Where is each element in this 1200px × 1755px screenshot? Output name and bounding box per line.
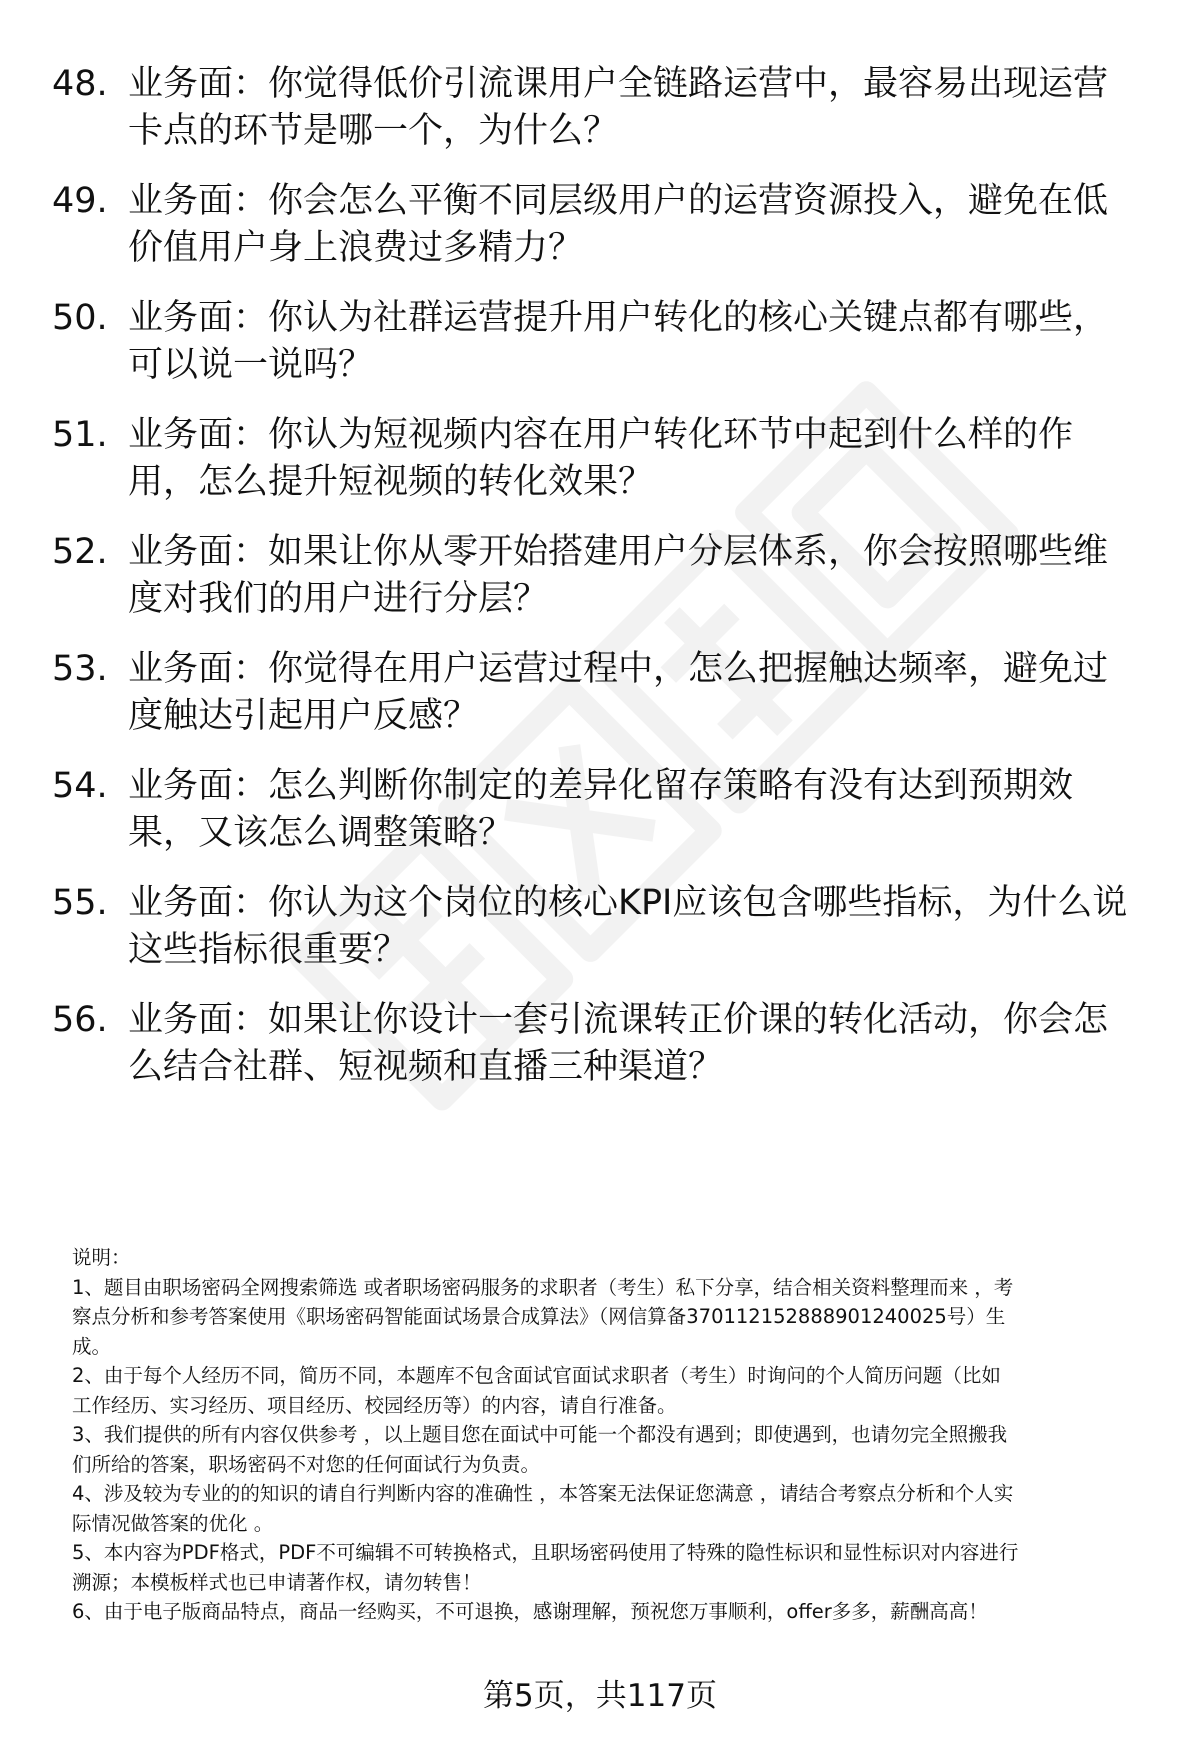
question-number: 48. xyxy=(52,64,108,104)
question-text xyxy=(128,178,1168,272)
question-line: 业务面：你认为这个岗位的核心KPI应该包含哪些指标，为什么说 xyxy=(128,883,1128,923)
question-text xyxy=(128,646,1168,740)
notes-title: 说明： xyxy=(72,1246,131,1269)
question-line: 业务面：如果让你从零开始搭建用户分层体系，你会按照哪些维 xyxy=(128,532,1109,572)
note-line: 1、题目由职场密码全网搜索筛选 或者职场密码服务的求职者（考生）私下分享，结合相关资料整理而来 ，考 xyxy=(72,1275,1014,1299)
question-number: 53. xyxy=(52,649,108,689)
question-number: 50. xyxy=(52,298,108,338)
question-line: 度对我们的用户进行分层？ xyxy=(128,579,549,619)
question-text xyxy=(128,763,1168,857)
question-number: 56. xyxy=(52,1000,108,1040)
question-number: 55. xyxy=(52,883,108,923)
question-line: 这些指标很重要？ xyxy=(128,930,409,970)
note-line: 5、本内容为PDF格式，PDF不可编辑不可转换格式，且职场密码使用了特殊的隐性标识和显性标识对内容进行 xyxy=(72,1541,1019,1564)
question-number: 49. xyxy=(52,181,108,221)
question-line: 可以说一说吗？ xyxy=(128,345,374,385)
question-text xyxy=(128,61,1168,155)
question-text xyxy=(128,997,1168,1091)
question-line: 业务面：你会怎么平衡不同层级用户的运营资源投入，避免在低 xyxy=(128,181,1109,221)
note-line: 察点分析和参考答案使用《职场密码智能面试场景合成算法》（网信算备370112152888901240025号）生 xyxy=(72,1305,1006,1328)
question-line: 业务面：你认为社群运营提升用户转化的核心关键点都有哪些， xyxy=(128,298,1109,338)
note-line: 际情况做答案的优化 。 xyxy=(72,1511,274,1535)
question-number: 52. xyxy=(52,532,108,572)
question-number: 51. xyxy=(52,415,108,455)
note-line: 工作经历、实习经历、项目经历、校园经历等）的内容，请自行准备。 xyxy=(72,1393,677,1417)
note-line: 2、由于每个人经历不同，简历不同，本题库不包含面试官面试求职者（考生）时询问的个人简历问题（比如 xyxy=(72,1364,1001,1387)
question-line: 业务面：你觉得低价引流课用户全链路运营中，最容易出现运营 xyxy=(128,64,1109,104)
question-line: 用，怎么提升短视频的转化效果？ xyxy=(128,462,654,502)
question-text xyxy=(128,295,1168,389)
question-line: 度触达引起用户反感？ xyxy=(128,696,479,736)
question-text xyxy=(128,880,1168,974)
note-line: 4、涉及较为专业的的知识的请自行判断内容的准确性 ，本答案无法保证您满意 ，请结合考察点分析和个人实 xyxy=(72,1482,1014,1505)
note-line: 3、我们提供的所有内容仅供参考 ，以上题目您在面试中可能一个都没有遇到；即使遇到，也请勿完全照搬我 xyxy=(72,1423,1008,1446)
note-line: 们所给的答案，职场密码不对您的任何面试行为负责。 xyxy=(72,1452,541,1476)
notes-section xyxy=(72,1243,1162,1627)
note-line: 溯源；本模板样式也已申请著作权，请勿转售！ xyxy=(72,1570,482,1594)
question-number: 54. xyxy=(52,766,108,806)
note-line: 成。 xyxy=(72,1334,112,1358)
page-number-label: 第5页，共117页 xyxy=(483,1678,717,1714)
page-footer xyxy=(0,1676,1200,1716)
question-line: 卡点的环节是哪一个，为什么？ xyxy=(128,111,619,151)
question-text xyxy=(128,529,1168,623)
question-line: 业务面：你觉得在用户运营过程中，怎么把握触达频率，避免过 xyxy=(128,649,1109,689)
question-line: 么结合社群、短视频和直播三种渠道？ xyxy=(128,1047,724,1087)
question-line: 价值用户身上浪费过多精力？ xyxy=(128,228,584,268)
question-text xyxy=(128,412,1168,506)
question-line: 业务面：如果让你设计一套引流课转正价课的转化活动，你会怎 xyxy=(128,1000,1109,1040)
question-line: 业务面：你认为短视频内容在用户转化环节中起到什么样的作 xyxy=(128,415,1074,455)
question-line: 业务面：怎么判断你制定的差异化留存策略有没有达到预期效 xyxy=(128,766,1074,806)
note-line: 6、由于电子版商品特点，商品一经购买，不可退换，感谢理解，预祝您万事顺利，offer多多，薪酬高高！ xyxy=(72,1600,988,1623)
question-line: 果，又该怎么调整策略？ xyxy=(128,813,514,853)
